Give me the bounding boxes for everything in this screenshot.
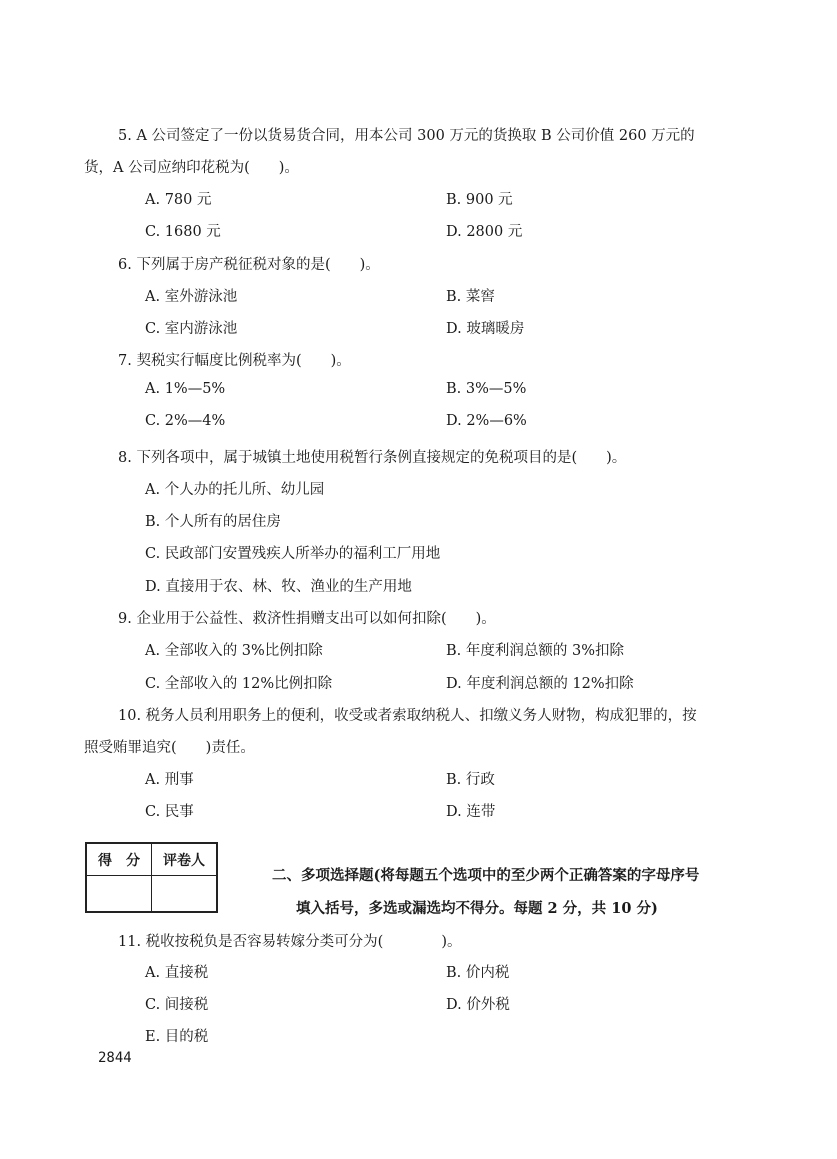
q10-option-d: D. 连带	[446, 804, 496, 820]
q10-stem-line1: 10. 税务人员利用职务上的便利，收受或者索取纳税人、扣缴义务人财物，构成犯罪的，按	[118, 708, 697, 724]
q6-stem: 6. 下列属于房产税征税对象的是( )。	[118, 257, 380, 273]
q7-stem: 7. 契税实行幅度比例税率为( )。	[118, 353, 351, 369]
q9-stem: 9. 企业用于公益性、救济性捐赠支出可以如何扣除( )。	[118, 611, 496, 627]
q11-option-a: A. 直接税	[145, 965, 209, 981]
q10-option-a: A. 刑事	[145, 772, 194, 788]
q7-option-a: A. 1%—5%	[145, 381, 226, 397]
q6-option-c: C. 室内游泳池	[145, 321, 238, 337]
q11-stem: 11. 税收按税负是否容易转嫁分类可分为( )。	[118, 934, 462, 950]
q9-option-c: C. 全部收入的 12%比例扣除	[145, 676, 333, 692]
q8-option-d: D. 直接用于农、林、牧、渔业的生产用地	[145, 579, 412, 595]
q7-option-d: D. 2%—6%	[446, 413, 527, 429]
q9-option-d: D. 年度利润总额的 12%扣除	[446, 676, 634, 692]
page-code: 2844	[98, 1050, 132, 1066]
q11-option-e: E. 目的税	[145, 1029, 209, 1045]
q6-option-b: B. 菜窖	[446, 289, 495, 305]
q5-option-c: C. 1680 元	[145, 224, 221, 240]
q8-option-a: A. 个人办的托儿所、幼儿园	[145, 482, 325, 498]
grader-label: 评卷人	[152, 843, 218, 876]
q9-option-a: A. 全部收入的 3%比例扣除	[145, 643, 323, 659]
q11-option-c: C. 间接税	[145, 997, 209, 1013]
q7-option-c: C. 2%—4%	[145, 413, 226, 429]
q5-stem-line2: 货，A 公司应纳印花税为( )。	[84, 160, 299, 176]
q5-option-d: D. 2800 元	[446, 224, 523, 240]
score-field[interactable]	[86, 876, 152, 913]
q8-stem: 8. 下列各项中，属于城镇土地使用税暂行条例直接规定的免税项目的是( )。	[118, 450, 627, 466]
q10-stem-line2: 照受贿罪追究( )责任。	[84, 740, 255, 756]
q10-option-c: C. 民事	[145, 804, 194, 820]
q9-option-b: B. 年度利润总额的 3%扣除	[446, 643, 624, 659]
grader-field[interactable]	[152, 876, 218, 913]
section2-heading-line2: 填入括号，多选或漏选均不得分。每题 2 分，共 10 分)	[296, 900, 658, 917]
q10-option-b: B. 行政	[446, 772, 495, 788]
q8-option-c: C. 民政部门安置残疾人所举办的福利工厂用地	[145, 546, 441, 562]
q6-option-a: A. 室外游泳池	[145, 289, 238, 305]
q5-option-b: B. 900 元	[446, 192, 513, 208]
q8-option-b: B. 个人所有的居住房	[145, 514, 281, 530]
q11-option-d: D. 价外税	[446, 997, 510, 1013]
section2-heading-line1: 二、多项选择题(将每题五个选项中的至少两个正确答案的字母序号	[272, 867, 700, 884]
q5-stem-line1: 5. A 公司签定了一份以货易货合同，用本公司 300 万元的货换取 B 公司价值 260 万元的	[118, 128, 695, 144]
q6-option-d: D. 玻璃暖房	[446, 321, 525, 337]
q11-option-b: B. 价内税	[446, 965, 510, 981]
q7-option-b: B. 3%—5%	[446, 381, 527, 397]
score-box	[85, 842, 218, 913]
q5-option-a: A. 780 元	[145, 192, 212, 208]
score-label: 得 分	[86, 843, 152, 876]
